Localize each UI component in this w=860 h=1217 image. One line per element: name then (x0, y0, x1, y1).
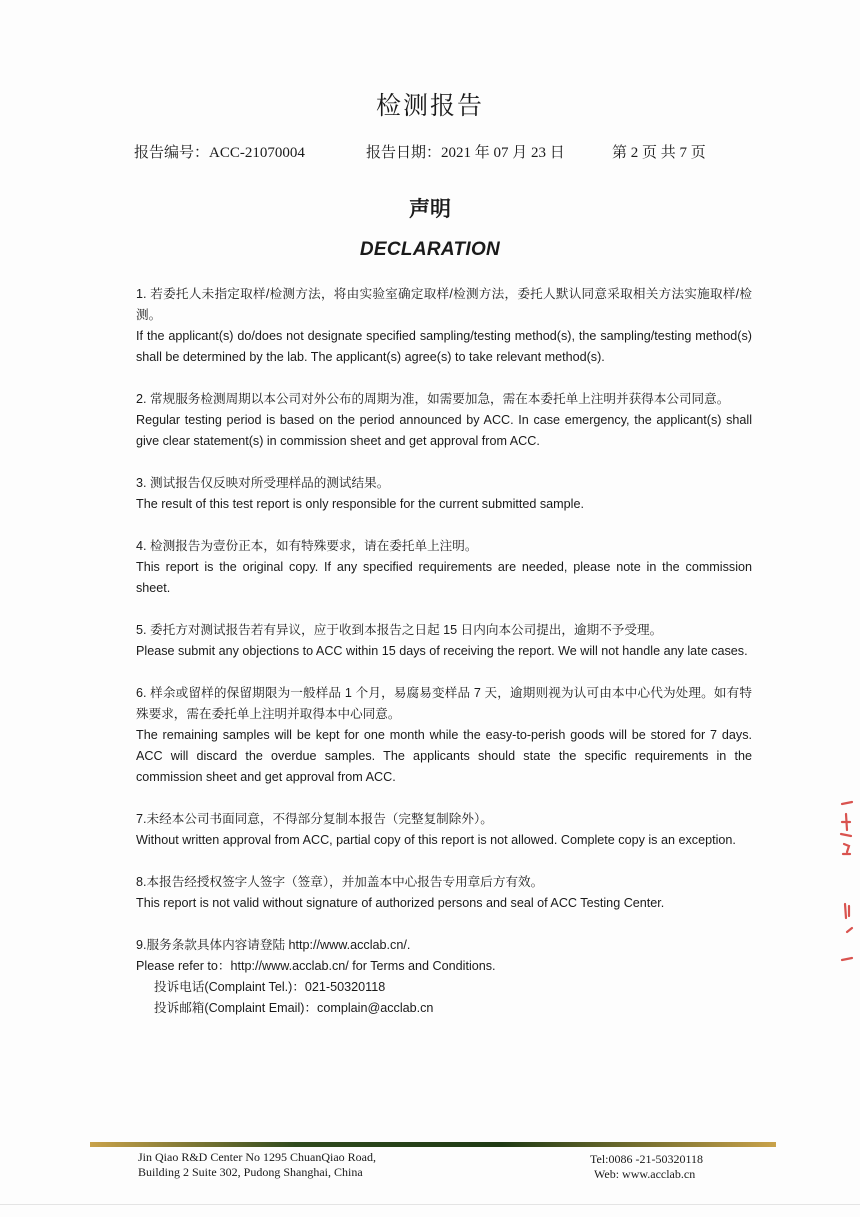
report-number: 报告编号：ACC-21070004 (134, 145, 305, 161)
page-bottom-edge (0, 1204, 860, 1205)
item-cn: 1. 若委托人未指定取样/检测方法，将由实验室确定取样/检测方法，委托人默认同意采取相关方法实施取样/检测。 (136, 287, 752, 322)
declaration-heading-cn: 声明 (409, 198, 451, 221)
item-cn: 6. 样余或留样的保留期限为一般样品 1 个月，易腐易变样品 7 天，逾期则视为认可由本中心代为处理。如有特殊要求，需在委托单上注明并取得本中心同意。 (136, 686, 752, 721)
footer-address-line2: Building 2 Suite 302, Pudong Shanghai, China (138, 1165, 363, 1179)
item-en: Regular testing period is based on the period announced by ACC. In case emergency, the applicant(s) shall give clear statement(s) in commission sheet and get approval from ACC. (136, 413, 752, 448)
seal-stamp-fragment (836, 800, 856, 965)
complaint-tel: 投诉电话(Complaint Tel.)：021-50320118 (154, 980, 386, 994)
item-en: The remaining samples will be kept for one month while the easy-to-perish goods will be stored for 7 days. ACC will discard the overdue samples. The applicants should state the specific requirements in the commission sheet and get approval from ACC. (136, 728, 752, 784)
item-en: Without written approval from ACC, partial copy of this report is not allowed. Complete copy is an exception. (136, 833, 736, 847)
declaration-item-9 (136, 935, 752, 1019)
report-date: 报告日期：2021 年 07 月 23 日 (366, 145, 565, 161)
item-cn: 5. 委托方对测试报告若有异议，应于收到本报告之日起 15 日内向本公司提出，逾期不予受理。 (136, 623, 663, 637)
item-en: This report is not valid without signature of authorized persons and seal of ACC Testing Center. (136, 896, 665, 910)
item-en: If the applicant(s) do/does not designate specified sampling/testing method(s), the sampling/testing method(s) shall be determined by the lab. The applicant(s) agree(s) to take relevant method(s). (136, 329, 752, 364)
footer-web: Web: www.acclab.cn (594, 1167, 696, 1181)
footer-contact (590, 1152, 703, 1182)
declaration-item-2 (136, 389, 752, 452)
item-cn: 3. 测试报告仅反映对所受理样品的测试结果。 (136, 476, 390, 490)
complaint-email: 投诉邮箱(Complaint Email)：complain@acclab.cn (154, 1001, 434, 1015)
item-en: Please submit any objections to ACC within 15 days of receiving the report. We will not handle any late cases. (136, 644, 748, 658)
item-cn: 9.服务条款具体内容请登陆 http://www.acclab.cn/. (136, 938, 411, 952)
declaration-item-5 (136, 620, 752, 662)
item-cn: 7.未经本公司书面同意，不得部分复制本报告（完整复制除外）。 (136, 812, 493, 826)
report-title: 检测报告 (375, 93, 484, 120)
item-cn: 8.本报告经授权签字人签字（签章），并加盖本中心报告专用章后方有效。 (136, 875, 544, 889)
footer-address (138, 1150, 376, 1180)
item-en: The result of this test report is only responsible for the current submitted sample. (136, 497, 584, 511)
item-en: This report is the original copy. If any specified requirements are needed, please note in the commission sheet. (136, 560, 752, 595)
declaration-item-3 (136, 473, 752, 515)
item-en: Please refer to：http://www.acclab.cn/ for Terms and Conditions. (136, 959, 496, 973)
footer-tel: Tel:0086 -21-50320118 (590, 1152, 704, 1166)
item-cn: 4. 检测报告为壹份正本，如有特殊要求，请在委托单上注明。 (136, 539, 478, 553)
footer-divider (90, 1142, 776, 1147)
declaration-heading-en: DECLARATION (359, 239, 501, 260)
declaration-item-8 (136, 872, 752, 914)
footer-address-line1: Jin Qiao R&D Center No 1295 ChuanQiao Road, (138, 1150, 376, 1164)
item-cn: 2. 常规服务检测周期以本公司对外公布的周期为准，如需要加急，需在本委托单上注明并获得本公司同意。 (136, 392, 730, 406)
page-info: 第 2 页 共 7 页 (612, 145, 706, 161)
declaration-body (136, 284, 752, 1019)
declaration-item-4 (136, 536, 752, 599)
declaration-item-1 (136, 284, 752, 368)
declaration-item-6 (136, 683, 752, 788)
declaration-item-7 (136, 809, 752, 851)
